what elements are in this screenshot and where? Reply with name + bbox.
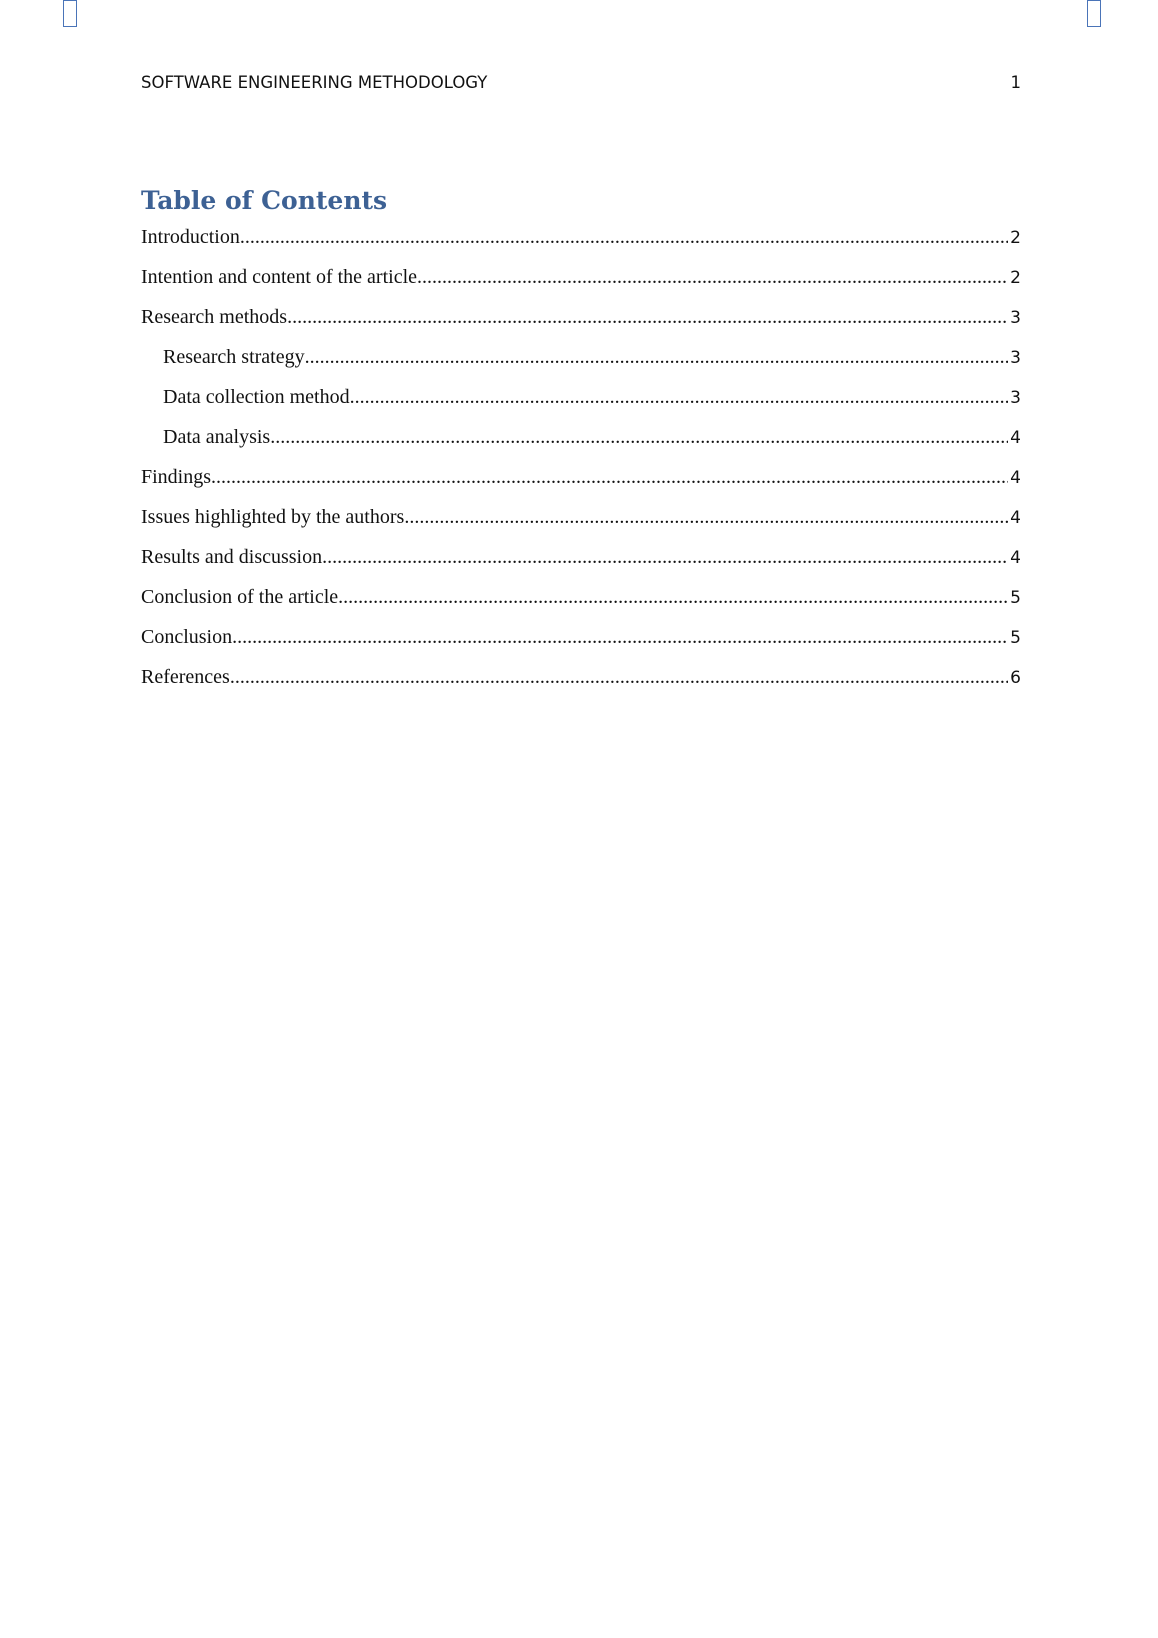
- toc-entry-page: 5: [1010, 588, 1021, 608]
- toc-entry-page: 4: [1010, 508, 1021, 528]
- toc-entry-label: Issues highlighted by the authors: [141, 506, 405, 528]
- toc-entry-page: 2: [1010, 228, 1021, 248]
- toc-entry-label: References: [141, 666, 230, 688]
- dot-leader: [350, 385, 1009, 409]
- toc-entry[interactable]: [141, 265, 1021, 305]
- toc-entry-page: 2: [1010, 268, 1021, 288]
- toc-entry[interactable]: [141, 225, 1021, 265]
- dot-leader: [404, 505, 1008, 529]
- toc-subentry[interactable]: [141, 385, 1021, 425]
- dot-leader: [232, 625, 1008, 649]
- toc-entry-page: 3: [1010, 348, 1021, 368]
- corner-crop-mark-right: [1087, 0, 1101, 27]
- dot-leader: [211, 465, 1008, 489]
- corner-crop-mark-left: [63, 0, 77, 27]
- toc-entry-label: Intention and content of the article: [141, 266, 418, 288]
- toc-entry[interactable]: [141, 585, 1021, 625]
- toc-entry-label: Conclusion: [141, 626, 233, 648]
- toc-entry-label: Findings: [141, 466, 212, 488]
- toc-entry-label: Research strategy: [163, 346, 305, 368]
- toc-entry-label: Data analysis: [163, 426, 271, 448]
- toc-entry-page: 5: [1010, 628, 1021, 648]
- toc-entry[interactable]: [141, 665, 1021, 705]
- page-header: [141, 70, 1021, 94]
- toc-entry-label: Research methods: [141, 306, 288, 328]
- toc-entry-page: 4: [1010, 548, 1021, 568]
- toc-heading: Table of Contents: [141, 186, 388, 215]
- dot-leader: [417, 265, 1008, 289]
- toc-entry-label: Conclusion of the article: [141, 586, 339, 608]
- dot-leader: [230, 665, 1008, 689]
- dot-leader: [287, 305, 1008, 329]
- toc-entry-page: 6: [1010, 668, 1021, 688]
- toc-entry-label: Data collection method: [163, 386, 350, 408]
- toc-entry-page: 3: [1010, 388, 1021, 408]
- toc-subentry[interactable]: [141, 345, 1021, 385]
- toc-entry[interactable]: [141, 505, 1021, 545]
- toc-entry[interactable]: [141, 305, 1021, 345]
- toc-entry[interactable]: [141, 625, 1021, 665]
- dot-leader: [270, 425, 1008, 449]
- toc-entry[interactable]: [141, 465, 1021, 505]
- toc-entry-page: 4: [1010, 468, 1021, 488]
- toc-subentry[interactable]: [141, 425, 1021, 465]
- table-of-contents: [141, 225, 1021, 705]
- dot-leader: [305, 345, 1009, 369]
- toc-entry-page: 3: [1010, 308, 1021, 328]
- toc-entry-label: Introduction: [141, 226, 240, 248]
- dot-leader: [240, 225, 1008, 249]
- dot-leader: [338, 585, 1008, 609]
- dot-leader: [322, 545, 1008, 569]
- running-head-title: SOFTWARE ENGINEERING METHODOLOGY: [141, 72, 488, 92]
- toc-entry-page: 4: [1010, 428, 1021, 448]
- toc-entry-label: Results and discussion: [141, 546, 323, 568]
- header-page-number: 1: [1010, 72, 1021, 92]
- toc-entry[interactable]: [141, 545, 1021, 585]
